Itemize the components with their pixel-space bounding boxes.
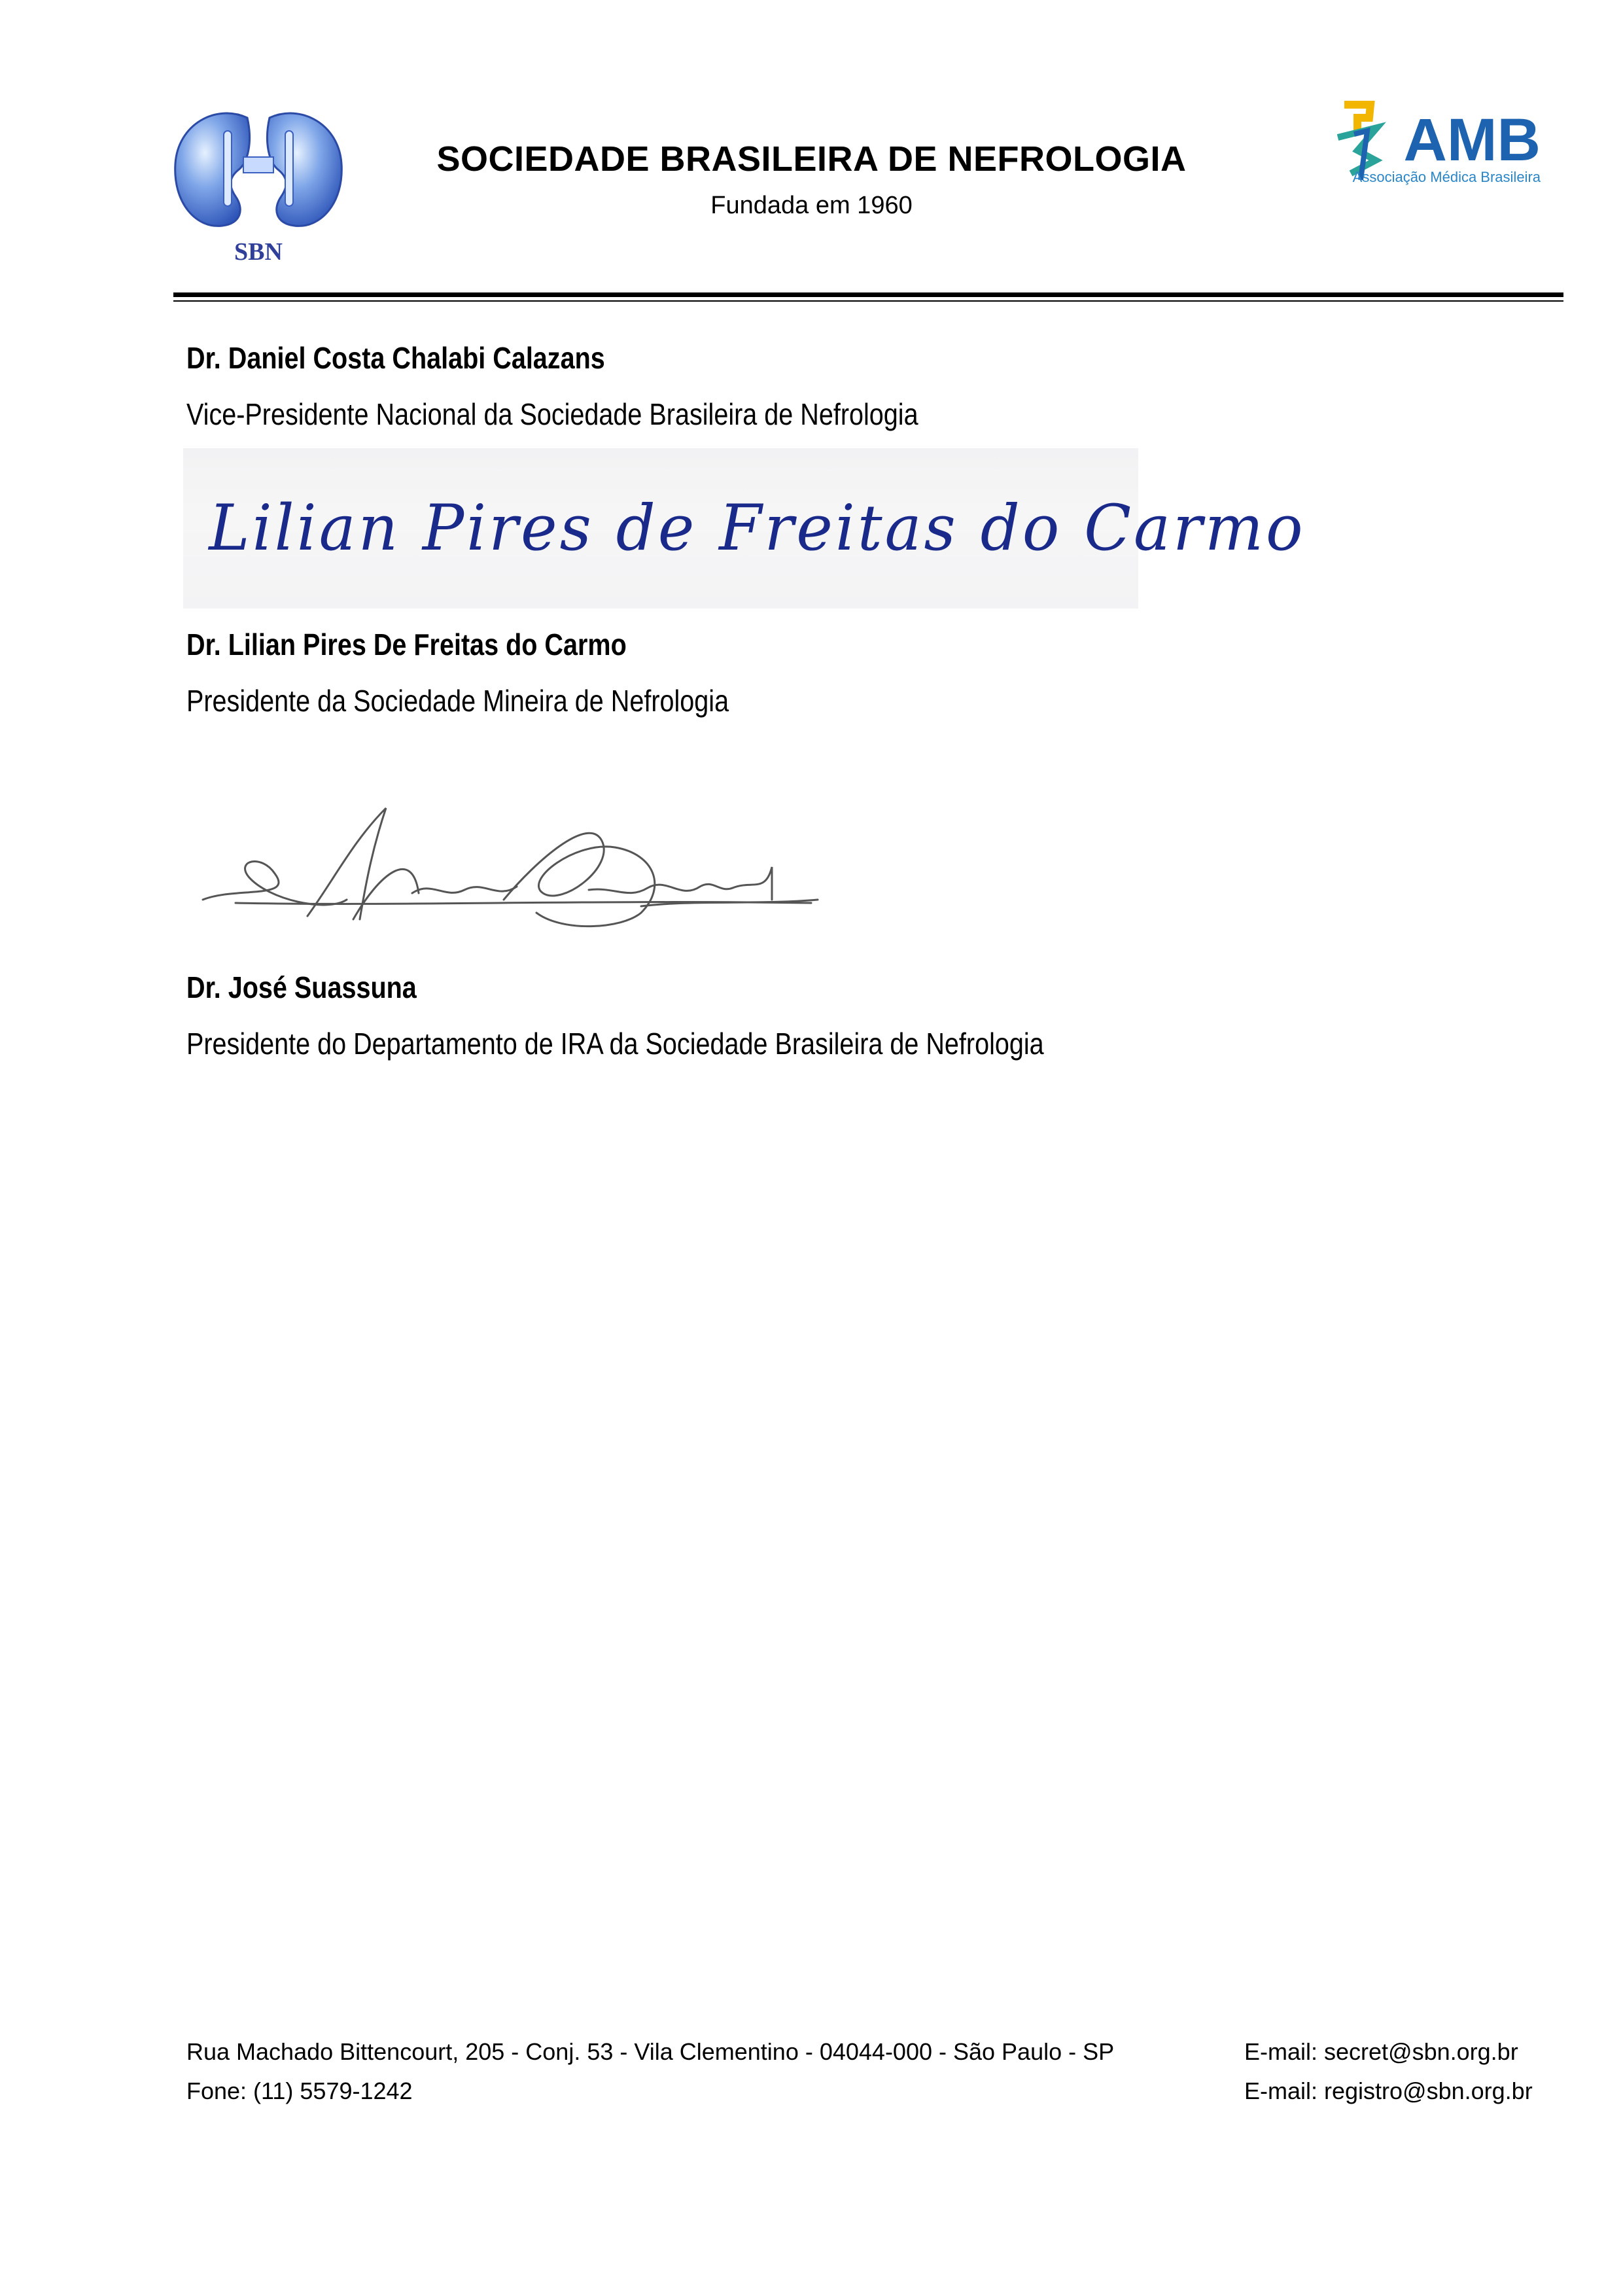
amb-logo-text: AMB xyxy=(1403,107,1541,173)
footer-phone: Fone: (11) 5579-1242 xyxy=(186,2077,413,2104)
sbn-logo-text: SBN xyxy=(234,238,283,266)
signature-2-scan xyxy=(183,448,1306,609)
footer-address: Rua Machado Bittencourt, 205 - Conj. 53 - Vila Clementino - 04044-000 - São Paulo - SP xyxy=(186,2038,1115,2065)
signatory-2-name: Dr. Lilian Pires De Freitas do Carmo xyxy=(186,627,627,662)
signatory-3-role: Presidente do Departamento de IRA da Sociedade Brasileira de Nefrologia xyxy=(186,1027,1044,1061)
sbn-logo xyxy=(170,105,347,265)
header-divider xyxy=(173,292,1563,297)
signatory-1-role: Vice-Presidente Nacional da Sociedade Brasileira de Nefrologia xyxy=(186,397,918,431)
signatory-1-name: Dr. Daniel Costa Chalabi Calazans xyxy=(186,341,605,375)
signature-2-handwriting xyxy=(183,448,1306,609)
signatory-2-role: Presidente da Sociedade Mineira de Nefrologia xyxy=(186,684,729,718)
signature-3-scribble xyxy=(196,802,824,939)
signature-2-text: Lilian Pires de Freitas do Carmo xyxy=(209,492,1306,565)
founded-line: Fundada em 1960 xyxy=(710,192,913,219)
header-divider-thin xyxy=(173,300,1563,302)
footer-email-registro[interactable]: E-mail: registro@sbn.org.br xyxy=(1244,2077,1533,2104)
amb-logo-subtitle: Associação Médica Brasileira xyxy=(1352,169,1541,185)
organization-name: SOCIEDADE BRASILEIRA DE NEFROLOGIA xyxy=(436,139,1187,179)
footer-email-secretaria[interactable]: E-mail: secret@sbn.org.br xyxy=(1244,2038,1518,2065)
signatory-3-name: Dr. José Suassuna xyxy=(186,970,417,1004)
amb-logo xyxy=(1331,98,1554,190)
